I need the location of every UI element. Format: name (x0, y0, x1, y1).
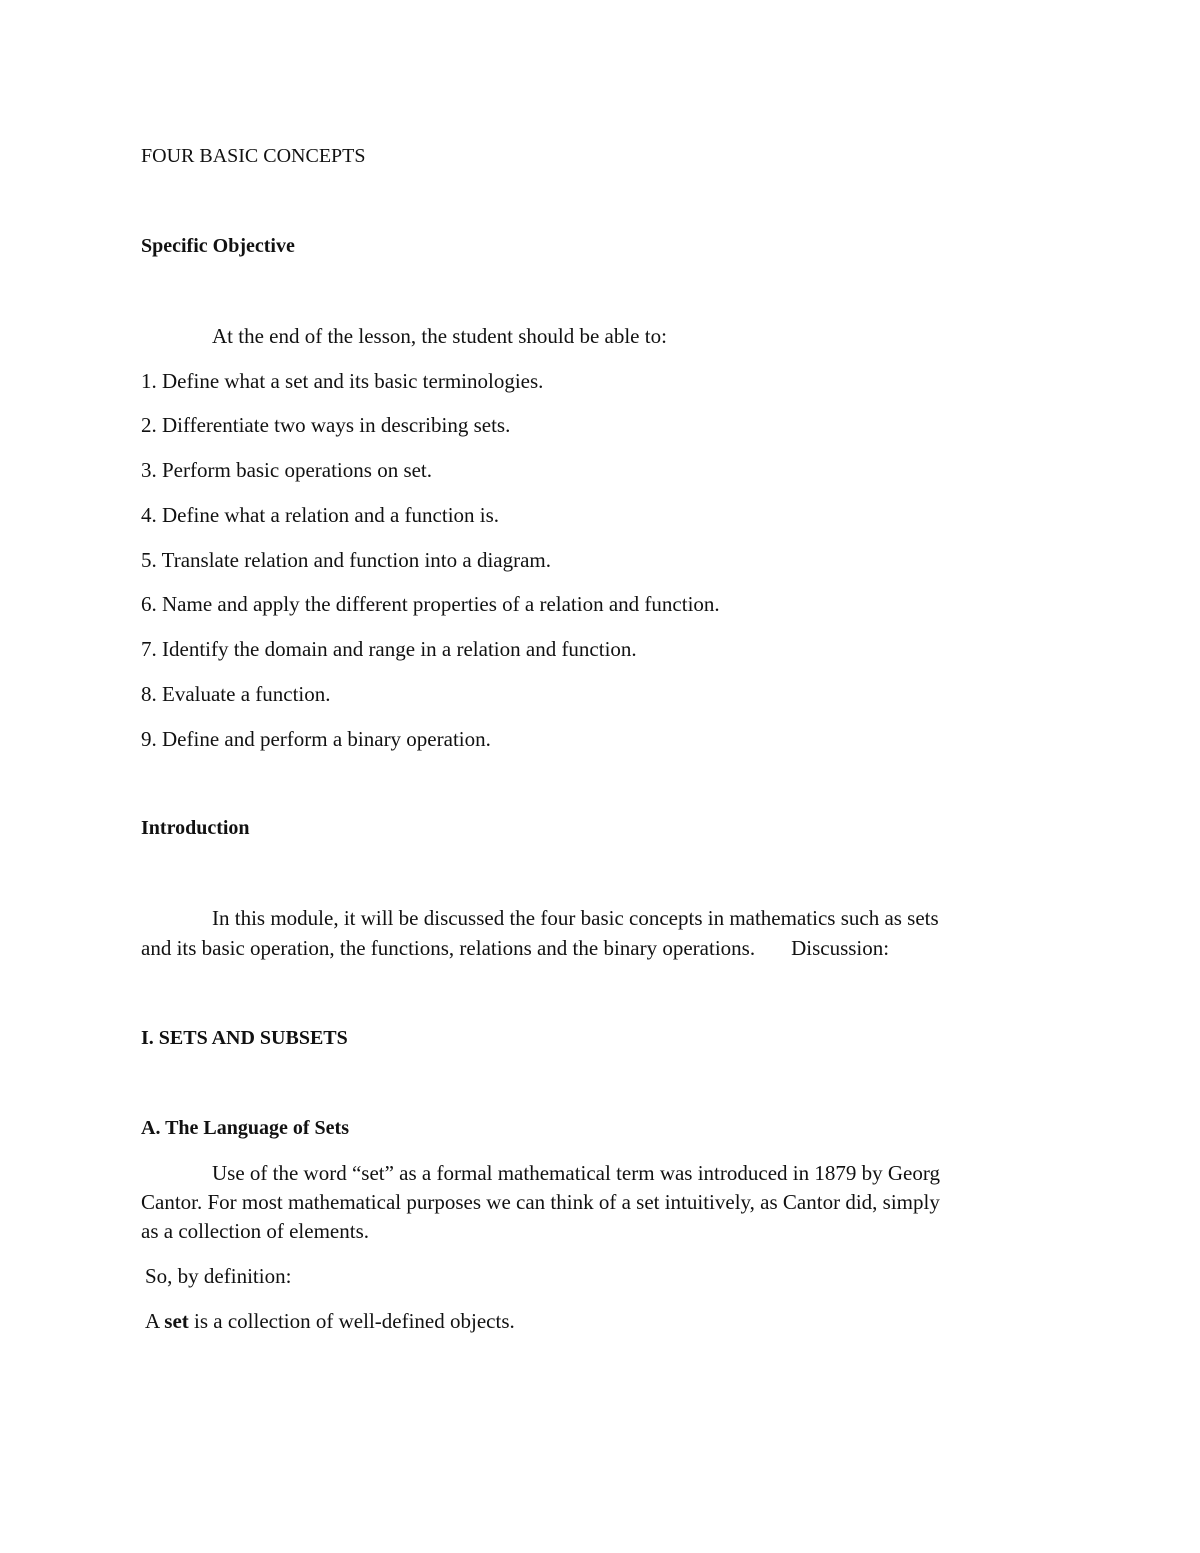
objective-heading: Specific Objective (141, 235, 295, 257)
list-item: 4. Define what a relation and a function is. (141, 503, 500, 527)
list-item: 2. Differentiate two ways in describing sets. (141, 413, 511, 437)
list-item: 6. Name and apply the different properties of a relation and function. (141, 592, 720, 616)
list-item: 3. Perform basic operations on set. (141, 458, 433, 482)
paragraph-line-1: Use of the word “set” as a formal mathematical term was introduced in 1879 by Georg (212, 1161, 940, 1185)
document-title: FOUR BASIC CONCEPTS (141, 145, 366, 167)
definition-prefix: A (145, 1309, 165, 1333)
list-item: 1. Define what a set and its basic terminologies. (141, 369, 544, 393)
so-by-definition: So, by definition: (145, 1264, 292, 1288)
discussion-label: Discussion: (791, 936, 890, 960)
list-item: 8. Evaluate a function. (141, 682, 331, 706)
objective-lead: At the end of the lesson, the student should be able to: (212, 324, 667, 348)
introduction-heading: Introduction (141, 817, 250, 839)
definition-rest: is a collection of well-defined objects. (188, 1309, 515, 1333)
introduction-line-2-text: and its basic operation, the functions, relations and the binary operations. (141, 936, 756, 960)
list-item: 7. Identify the domain and range in a relation and function. (141, 637, 637, 661)
paragraph-line-3: as a collection of elements. (141, 1219, 369, 1243)
introduction-line-1: In this module, it will be discussed the four basic concepts in mathematics such as sets (212, 906, 939, 930)
paragraph-line-2: Cantor. For most mathematical purposes we can think of a set intuitively, as Cantor did, simply (141, 1190, 940, 1214)
set-definition (145, 1309, 515, 1334)
list-item: 5. Translate relation and function into a diagram. (141, 548, 551, 572)
list-item: 9. Define and perform a binary operation. (141, 727, 491, 751)
definition-term: set (164, 1309, 189, 1333)
subsection-heading-language-of-sets: A. The Language of Sets (141, 1117, 349, 1139)
section-heading-sets: I. SETS AND SUBSETS (141, 1027, 348, 1049)
introduction-line-2 (141, 936, 889, 961)
